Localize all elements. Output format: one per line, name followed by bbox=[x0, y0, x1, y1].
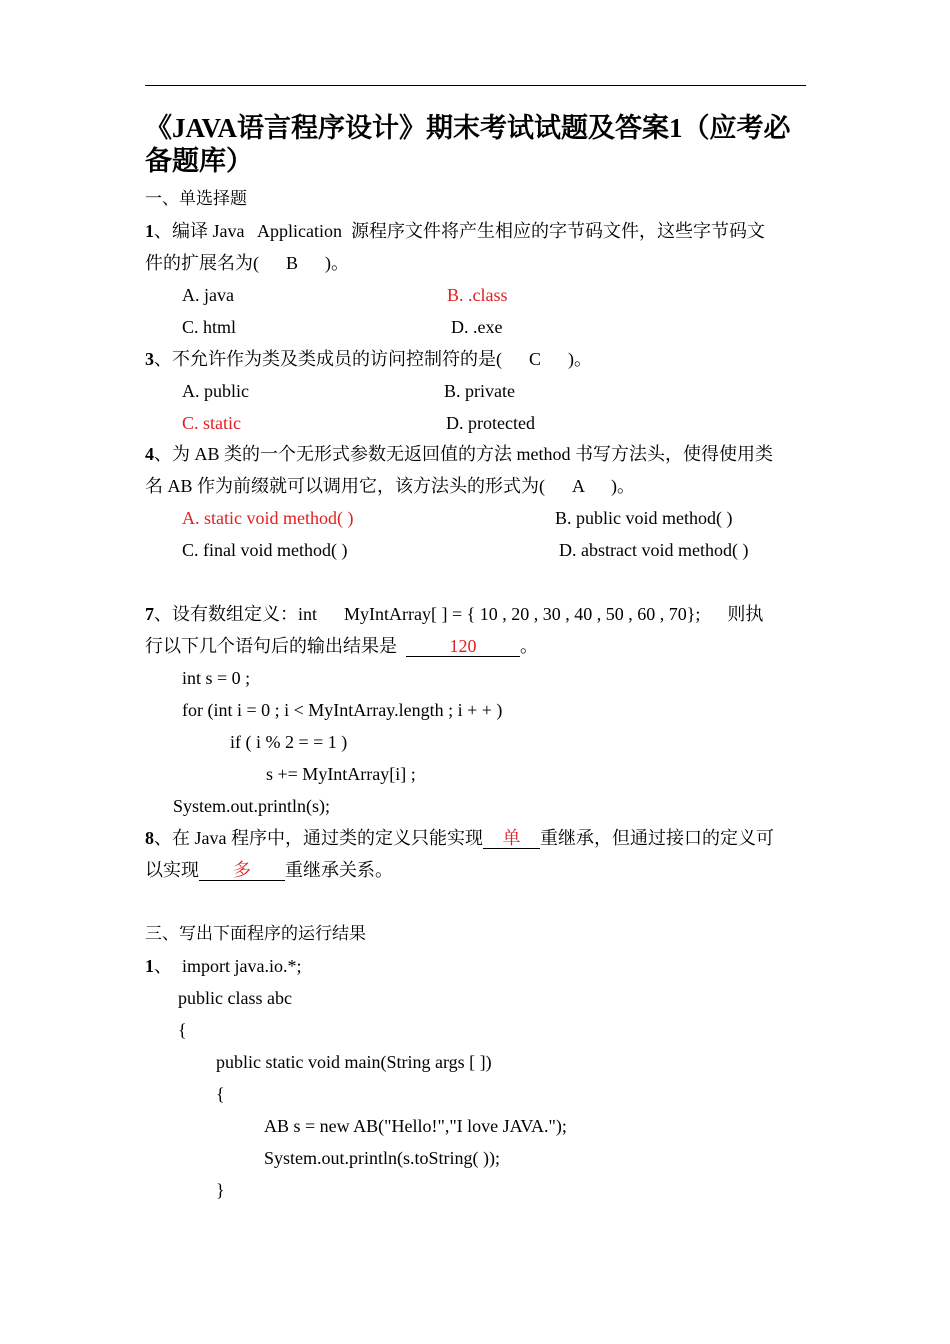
q3-option-a: A. public bbox=[182, 381, 249, 401]
q7-code-line-1: int s = 0 ; bbox=[182, 668, 251, 688]
q1-option-a: A. java bbox=[182, 285, 234, 305]
question-text: 行以下几个语句后的输出结果是 bbox=[145, 636, 406, 656]
q1-option-c: C. html bbox=[182, 317, 237, 337]
question-number: 8 bbox=[145, 828, 154, 848]
program-1-code-line-7: System.out.println(s.toString( )); bbox=[264, 1148, 500, 1168]
program-1-code-line-2: public class abc bbox=[178, 988, 292, 1008]
q7-code-line-5: System.out.println(s); bbox=[173, 796, 330, 816]
q7-answer-blank: 120 bbox=[406, 636, 520, 657]
q4-option-a-answer: A. static void method( ) bbox=[182, 508, 354, 528]
q7-code-line-4: s += MyIntArray[i] ; bbox=[266, 764, 416, 784]
question-text: 重继承，但通过接口的定义可 bbox=[539, 828, 774, 848]
q7-code-line-2: for (int i = 0 ; i < MyIntArray.length ; i + + ) bbox=[182, 700, 503, 720]
q8-answer-blank-2: 多 bbox=[199, 860, 285, 881]
q1-option-d: D. .exe bbox=[451, 317, 503, 337]
header-rule bbox=[145, 85, 806, 86]
question-number: 4 bbox=[145, 444, 154, 464]
q4-option-c: C. final void method( ) bbox=[182, 540, 348, 560]
question-text: 。 bbox=[520, 636, 538, 656]
program-1-code-line-5: { bbox=[216, 1084, 225, 1104]
question-number: 7 bbox=[145, 604, 154, 624]
question-text: 、在 Java 程序中，通过类的定义只能实现 bbox=[154, 828, 483, 848]
program-1-line-1 bbox=[145, 955, 172, 977]
q3-option-d: D. protected bbox=[446, 413, 535, 433]
question-8-line-2 bbox=[145, 859, 393, 881]
question-text: 、为 AB 类的一个无形式参数无返回值的方法 method 书写方法头，使得使用类 bbox=[154, 444, 773, 464]
question-number: 3 bbox=[145, 349, 154, 369]
q4-option-d: D. abstract void method( ) bbox=[559, 540, 749, 560]
question-1-line-1 bbox=[145, 220, 765, 242]
question-number: 1 bbox=[145, 221, 154, 241]
question-7-line-2 bbox=[145, 635, 538, 657]
question-text: 、编译 Java Application 源程序文件将产生相应的字节码文件，这些字节码文 bbox=[154, 221, 765, 241]
program-1-code-line-8: } bbox=[216, 1180, 225, 1200]
document-title: 《JAVA语言程序设计》期末考试试题及答案1（应考必备题库） bbox=[145, 113, 791, 176]
program-1-code-line-6: AB s = new AB("Hello!","I love JAVA."); bbox=[264, 1116, 567, 1136]
question-4-line-2: 名 AB 作为前缀就可以调用它，该方法头的形式为( A )。 bbox=[145, 476, 635, 496]
question-number: 1 bbox=[145, 956, 154, 976]
section-heading-single-choice: 一、单选择题 bbox=[145, 189, 247, 209]
question-7-line-1 bbox=[145, 603, 763, 625]
section-heading-program-output: 三、写出下面程序的运行结果 bbox=[145, 924, 366, 944]
question-text: 重继承关系。 bbox=[285, 860, 393, 880]
program-1-code-line-1: import java.io.*; bbox=[182, 956, 302, 976]
q4-option-b: B. public void method( ) bbox=[555, 508, 733, 528]
question-3-line-1 bbox=[145, 348, 592, 370]
q8-answer-blank-1: 单 bbox=[483, 828, 540, 849]
question-8-line-1 bbox=[145, 827, 774, 849]
q3-option-b: B. private bbox=[444, 381, 515, 401]
q1-option-b-answer: B. .class bbox=[447, 285, 508, 305]
question-4-line-1 bbox=[145, 443, 773, 465]
q7-code-line-3: if ( i % 2 = = 1 ) bbox=[230, 732, 348, 752]
question-text: 、设有数组定义：int MyIntArray[ ] = { 10 , 20 , 30 , 40 , 50 , 60 , 70}; 则执 bbox=[154, 604, 764, 624]
program-1-code-line-3: { bbox=[178, 1020, 187, 1040]
question-1-line-2: 件的扩展名为( B )。 bbox=[145, 253, 349, 273]
question-text: 以实现 bbox=[145, 860, 199, 880]
program-1-code-line-4: public static void main(String args [ ]) bbox=[216, 1052, 492, 1072]
question-text: 、不允许作为类及类成员的访问控制符的是( C )。 bbox=[154, 349, 592, 369]
question-text: 、 bbox=[154, 956, 172, 976]
q3-option-c-answer: C. static bbox=[182, 413, 241, 433]
